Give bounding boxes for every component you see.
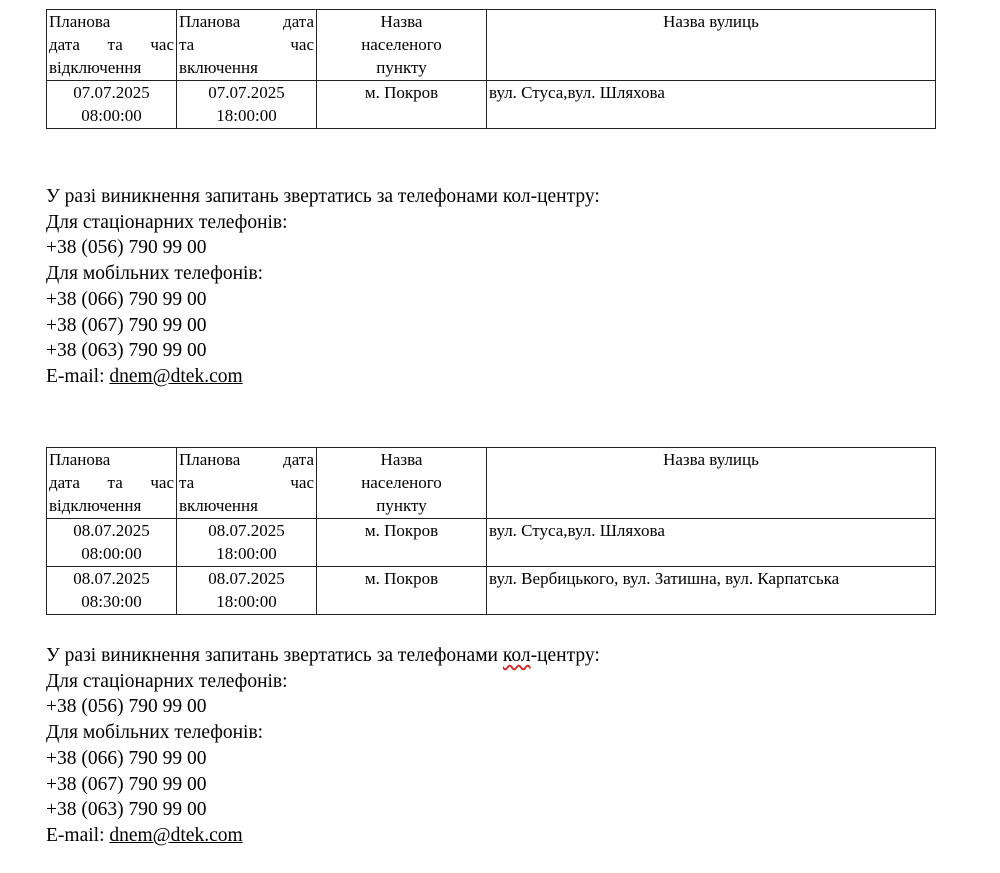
table-row xyxy=(47,81,936,129)
contacts-intro: У разі виникнення запитань звертатись за телефонами кол-центру: xyxy=(46,645,600,666)
off-datetime-cell: 08.07.2025 08:30:00 xyxy=(47,567,177,615)
email-line: E-mail: dnem@dtek.com xyxy=(46,824,243,846)
landline-label: Для стаціонарних телефонів: xyxy=(46,670,288,692)
header-settlement: Назва населеного пункту xyxy=(317,448,487,519)
landline-label: Для стаціонарних телефонів: xyxy=(46,211,288,233)
off-datetime-cell: 07.07.2025 08:00:00 xyxy=(47,81,177,129)
mobile-phone: +38 (067) 790 99 00 xyxy=(46,773,207,795)
landline-phone: +38 (056) 790 99 00 xyxy=(46,237,207,259)
spellcheck-underlined-word: кол xyxy=(502,645,531,666)
header-on-datetime: Планова дата та час включення xyxy=(177,10,317,81)
contacts-intro: У разі виникнення запитань звертатись за телефонами кол-центру: xyxy=(46,186,600,207)
table-row xyxy=(47,519,936,567)
streets-cell: вул. Стуса,вул. Шляхова xyxy=(487,519,936,567)
settlement-cell: м. Покров xyxy=(317,81,487,129)
header-on-datetime: Планова дата та час включення xyxy=(177,448,317,519)
table-row xyxy=(47,567,936,615)
mobile-phone: +38 (066) 790 99 00 xyxy=(46,747,207,769)
mobile-phone: +38 (063) 790 99 00 xyxy=(46,340,207,362)
table-header-row xyxy=(47,10,936,81)
contacts-block-1 xyxy=(46,184,600,390)
settlement-cell: м. Покров xyxy=(317,567,487,615)
header-off-datetime: Планова дата та час відключення xyxy=(47,10,177,81)
settlement-cell: м. Покров xyxy=(317,519,487,567)
header-streets: Назва вулиць xyxy=(487,448,936,519)
header-settlement: Назва населеного пункту xyxy=(317,10,487,81)
streets-cell: вул. Стуса,вул. Шляхова xyxy=(487,81,936,129)
header-streets: Назва вулиць xyxy=(487,10,936,81)
mobile-label: Для мобільних телефонів: xyxy=(46,263,264,285)
email-line: E-mail: dnem@dtek.com xyxy=(46,365,243,387)
mobile-label: Для мобільних телефонів: xyxy=(46,722,264,744)
mobile-phone: +38 (063) 790 99 00 xyxy=(46,799,207,821)
landline-phone: +38 (056) 790 99 00 xyxy=(46,696,207,718)
mobile-phone: +38 (067) 790 99 00 xyxy=(46,314,207,336)
contacts-block-2 xyxy=(46,643,600,849)
off-datetime-cell: 08.07.2025 08:00:00 xyxy=(47,519,177,567)
table-header-row xyxy=(47,448,936,519)
on-datetime-cell: 07.07.2025 18:00:00 xyxy=(177,81,317,129)
email-link[interactable]: dnem@dtek.com xyxy=(109,824,243,846)
email-link[interactable]: dnem@dtek.com xyxy=(109,365,243,387)
header-off-datetime: Планова дата та час відключення xyxy=(47,448,177,519)
on-datetime-cell: 08.07.2025 18:00:00 xyxy=(177,519,317,567)
outage-table-1 xyxy=(46,9,936,129)
streets-cell: вул. Вербицького, вул. Затишна, вул. Карпатська xyxy=(487,567,936,615)
outage-table-2 xyxy=(46,447,936,615)
mobile-phone: +38 (066) 790 99 00 xyxy=(46,288,207,310)
on-datetime-cell: 08.07.2025 18:00:00 xyxy=(177,567,317,615)
